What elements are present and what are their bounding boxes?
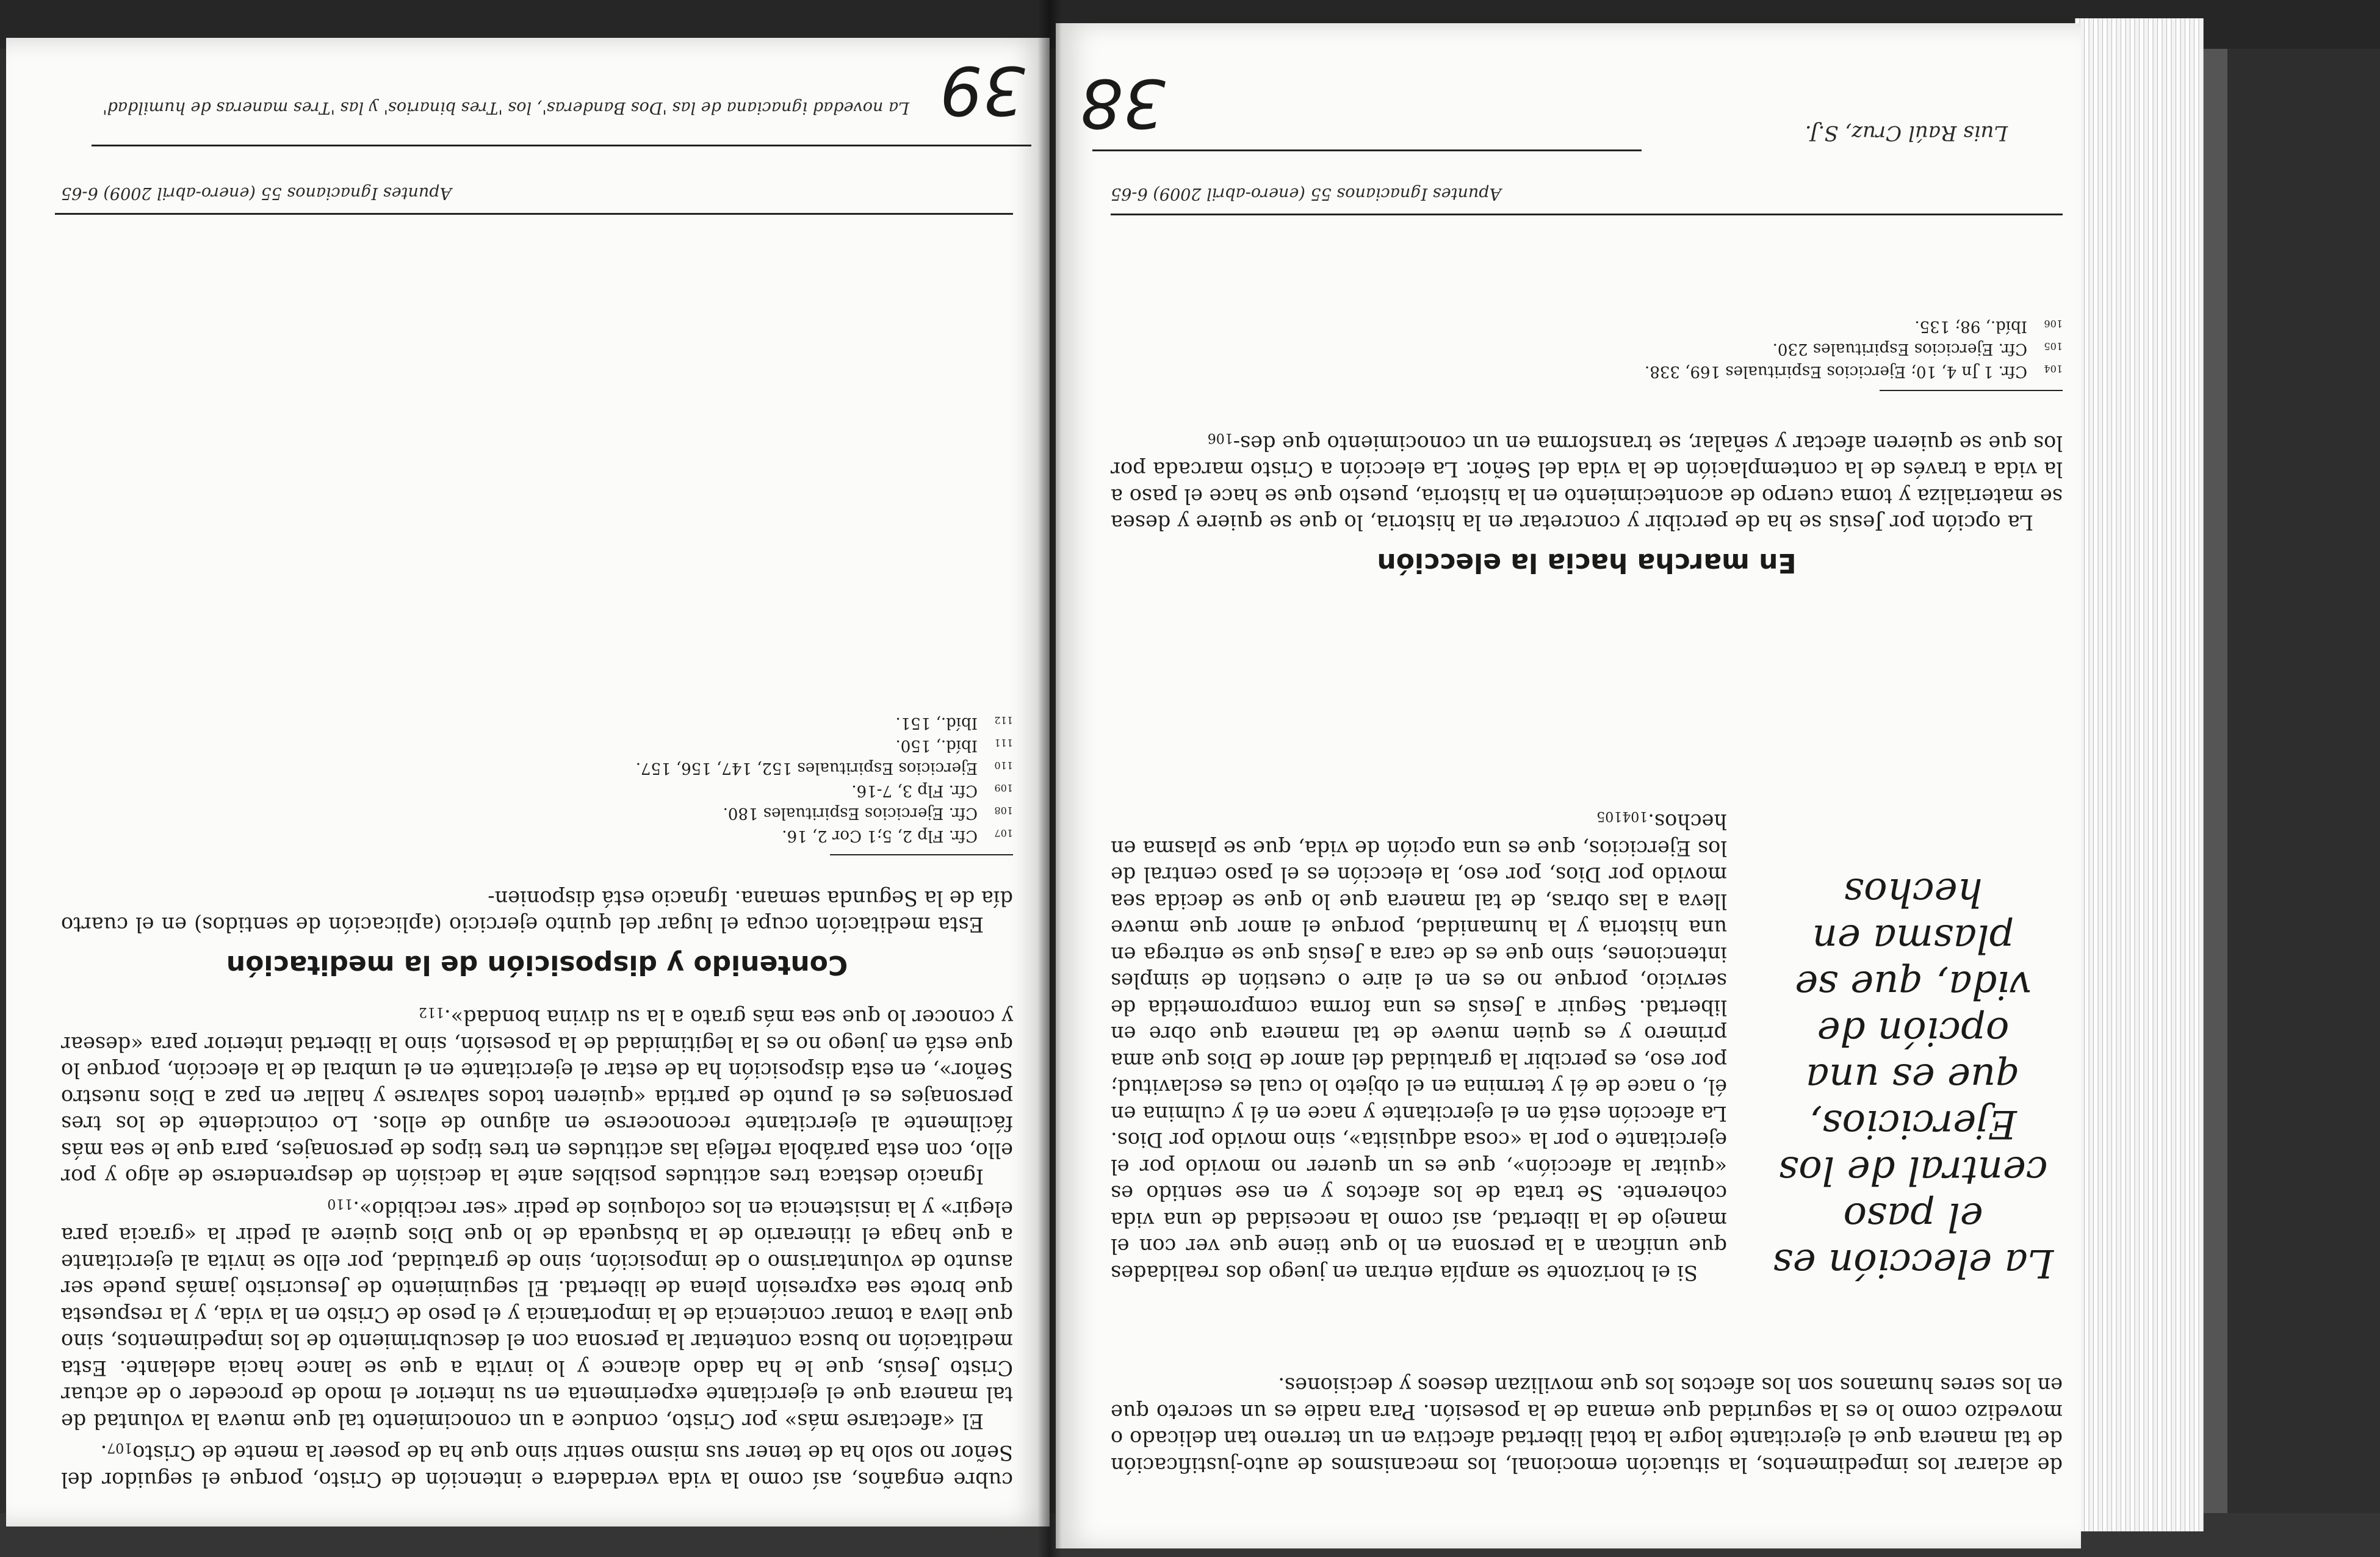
section-title: Contenido y disposición de la meditación	[226, 949, 848, 980]
footer-rule	[1111, 214, 2063, 215]
right-page	[1056, 23, 2081, 1548]
book-gutter	[1037, 0, 1062, 1557]
pull-quote: La elección es el paso central de los Ejercicios, que es una opción de vida, que se plasma en hechos	[1772, 869, 2054, 1286]
footnotes-rule	[830, 855, 1013, 856]
running-header: La novedad ignaciana de las 'Dos Banderas', los 'Tres binarios' y las 'Tres maneras de humildad'	[103, 98, 909, 117]
right-page-body-column	[1111, 803, 1727, 1286]
left-page	[6, 38, 1050, 1526]
paragraph: Esta meditación ocupa el lugar del quinto ejercicio (aplicación de sentidos) en el cuarto día de la Segunda semana. Ignacio está disponien-	[61, 886, 1013, 937]
footnote: 106 Ibíd., 98; 135.	[1914, 317, 2063, 336]
footnote: 108 Cfr. Ejercicios Espirituales 180.	[723, 804, 1013, 823]
paragraph: Si el horizonte se amplía entran en juego dos realidades que unifican a la persona en lo que tiene que ver con el manejo de la libertad, así como la necesidad de una vida coherente. Se trata de los afectos y en ese sentido es «quitar la afección», que es un querer no movido por el ejercitante o por la «cosa adquisita», sino movido por Dios. La afección está en el ejercitante y nace en él y culmina en él, o nace de él y termina en el objeto lo cual es esclavitud; por eso, es percibir la gratuidad del amor de Dios que ama primero y es quien mueve de tal manera que obre en libertad. Seguir a Jesús es una forma comprometida de servicio, porque no es en el aire o cuestión de simples intenciones, sino que es de cara a Jesús que se entrega en una historia y la humanidad, porque el amor que mueve lleva a las obras, de tal manera que lo que se decida sea movido por Dios, por eso, la elección es el paso central de los Ejercicios, que es una opción de vida, que se plasma en hechos.104105	[1111, 808, 1727, 1285]
page-stack-edges	[2075, 18, 2204, 1531]
section-title: En marcha hacia la elección	[1377, 547, 1797, 578]
footnote: 112 Ibíd., 151.	[895, 714, 1013, 733]
paragraph: El «afectarse más» por Cristo, conduce a un conocimiento tal que mueva la voluntad de tal manera que el ejercitante experimenta en su interior el modo de proceder o de actuar Cristo Jesús, que le ha dado alcance y lo invita a que se lance hacia adelante. Esta meditación no busca contentar la persona con el descubrimiento de los impedimentos, sino que lleva a tomar conciencia de la importancia y el peso de Cristo en la vida, y la respuesta que brote sea expresión plena de libertad. El seguimiento de Jesucristo jamás puede ser asunto de voluntarismo o de imposición, sino de gratuidad, por ello se invita al ejercitante a que haga el itinerario de la búsqueda de lo que Dios quiere al pedir la «gracia para elegir» y la insistencia en los coloquios de pedir «ser recibido».110	[61, 1196, 1013, 1433]
footnote: 110 Ejercicios Espirituales 152, 147, 156, 157.	[635, 759, 1013, 778]
footnote: 111 Ibíd., 150.	[895, 736, 1013, 755]
page-footer: Apuntes Ignacianos 55 (enero-abril 2009) 6-65	[61, 184, 452, 203]
header-rule	[1092, 149, 1642, 151]
footnotes	[61, 711, 1013, 846]
footnote: 109 Cfr. Flp 3, 7-16.	[851, 782, 1013, 800]
footnote: 105 Cfr. Ejercicios Espirituales 230.	[1772, 340, 2063, 359]
paragraph: La opción por Jesús se ha de percibir y concretar en la historia, lo que se quiere y desea se materializa y toma cuerpo de acontecimiento en la historia, puesto que se hace el paso a la vida a través de la contemplación de la vida del Señor. La elección a Cristo marcada por los que se quieren afectar y señalar, se transforma en un conocimiento que des-106	[1111, 430, 2063, 535]
paragraph: cubre engaños, así como la vida verdadera e intención de Cristo, porque el seguidor del Señor no solo ha de tener sus mismo sentir sino que ha de poseer la mente de Cristo107.	[61, 1440, 1013, 1492]
page-number: 38	[1080, 64, 1166, 142]
page-stack-shadow	[2203, 49, 2227, 1513]
footnote: 107 Cfr. Flp 2, 5;1 Cor 2, 16.	[782, 827, 1013, 846]
right-page-body-top	[1111, 1372, 2063, 1478]
footnote: 104 Cfr. 1 Jn 4, 10; Ejercicios Espirituales 169, 338.	[1645, 362, 2063, 381]
footnotes	[1111, 314, 2063, 382]
footer-rule	[55, 213, 1013, 215]
paragraph: de aclarar los impedimentos, la situación emocional, los mecanismos de auto-justificación de tal manera que el ejercitante logre la total libertad afectiva en un terreno tan delicado o movedizo como lo es la seguridad que emana de la posesión. Para nadie es un secreto que en los seres humanos son los afectos los que movilizan deseos y decisiones.	[1111, 1373, 2063, 1477]
left-page-body	[61, 711, 1013, 1494]
running-header: Luis Raúl Cruz, S.J.	[1805, 121, 2008, 145]
footnotes-rule	[1880, 390, 2063, 392]
page-number: 39	[940, 51, 1025, 129]
right-page-section	[1111, 314, 2063, 597]
page-footer: Apuntes Ignacianos 55 (enero-abril 2009) 6-65	[1111, 184, 1501, 203]
paragraph: Ignacio destaca tres actitudes posibles ante la decisión de desprenderse de algo y por ello, con esta parábola refleja las actitudes en tres tipos de personajes, para que le sea más fácilmente al ejercitante reconocerse en alguno de ellos. Lo coincidente de los tres personajes es el punto de partida «quieren todos salvarse y hallar en paz a Dios nuestro Señor», en esta disposición ha de estar el ejercitante en el umbral de la elección, porque lo que está en juego no es la legitimidad de la posesión, sino la libertad interior para «desear y conocer lo que sea más grato a la su divina bondad».112	[61, 1004, 1013, 1189]
header-rule	[92, 145, 1031, 146]
